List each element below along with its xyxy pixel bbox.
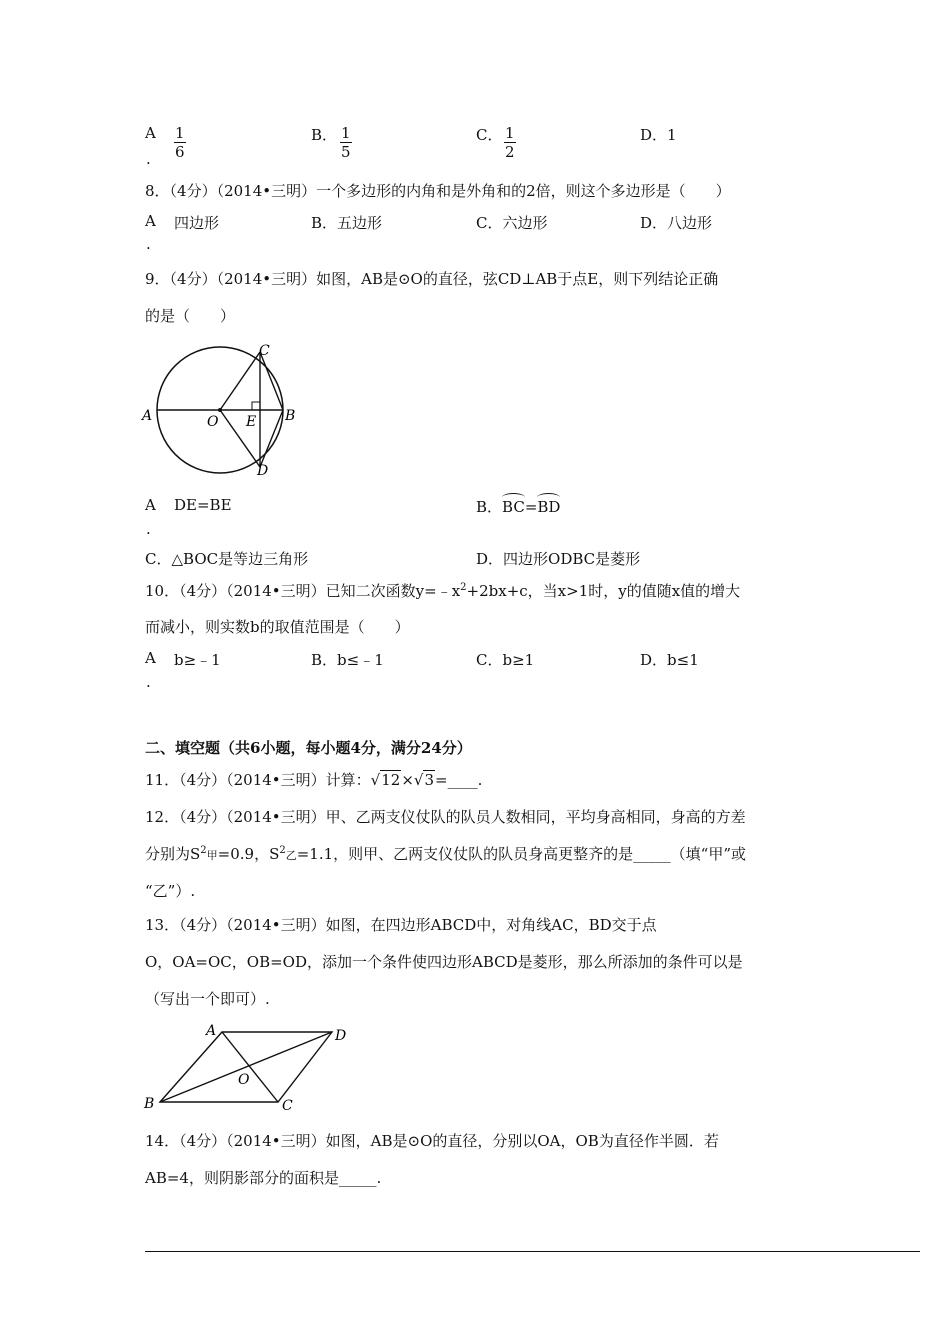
q7-option-b-fraction (340, 124, 352, 161)
q9-option-b (476, 496, 560, 517)
q7-option-a-fraction (174, 124, 186, 161)
q10-option-a-dot: . (146, 673, 151, 691)
q8-option-d: D．八边形 (640, 214, 713, 232)
q12-line-2a: 分别为S (145, 845, 201, 863)
q8-option-a-dot: . (146, 235, 151, 253)
label-b: B (285, 408, 296, 424)
q10-stem-line-2: 而减小，则实数b的取值范围是（ ） (145, 618, 410, 636)
q7-option-b-numerator: 1 (341, 124, 351, 142)
label-b: B (144, 1096, 155, 1112)
label-c: C (259, 343, 270, 359)
q14-line-2: AB=4，则阴影部分的面积是_____. (145, 1169, 382, 1187)
q7-option-c-numerator: 1 (505, 124, 515, 142)
q12-line-1: 12．（4分）（2014•三明）甲、乙两支仪仗队的队员人数相同，平均身高相同，身高的方差 (145, 808, 746, 826)
q8-stem: 8．（4分）（2014•三明）一个多边形的内角和是外角和的2倍，则这个多边形是（ ） (145, 182, 731, 200)
section-2-heading: 二、填空题（共6小题，每小题4分，满分24分） (145, 739, 472, 757)
q9-option-b-label: B． (476, 498, 503, 516)
q12-line-3: “乙”）. (145, 882, 196, 900)
q12-sup-2: 2 (279, 845, 286, 856)
q11-prefix: 11．（4分）（2014•三明）计算： (145, 771, 371, 789)
q13-line-2: O，OA=OC，OB=OD，添加一个条件使四边形ABCD是菱形，那么所添加的条件可以是 (145, 953, 743, 971)
q8-option-a-label: A (145, 212, 156, 230)
q9-stem-line-1: 9．（4分）（2014•三明）如图，AB是⊙O的直径，弦CD⊥AB于点E，则下列结论正确 (145, 270, 719, 288)
q7-option-a-denominator: 6 (175, 143, 185, 161)
diagonal-bd (160, 1032, 332, 1102)
q7-option-b-denominator: 5 (341, 143, 351, 161)
segment-oc (220, 352, 260, 410)
label-c: C (282, 1098, 293, 1114)
q9-option-a-text: DE=BE (174, 496, 232, 514)
q9-circle-figure (140, 340, 310, 480)
segment-db (260, 410, 283, 467)
footer-rule (145, 1251, 920, 1252)
q12-sub-yi: 乙 (285, 849, 297, 862)
q12-sub-jia: 甲 (206, 849, 218, 862)
q12-line-2c: =1.1，则甲、乙两支仪仗队的队员身高更整齐的是_____（填“甲”或 (296, 845, 746, 863)
right-angle-mark (252, 402, 260, 410)
q8-option-b: B．五边形 (311, 214, 383, 232)
q10-option-b: B．b≤﹣1 (311, 651, 384, 669)
q12-sup-1: 2 (200, 845, 207, 856)
sqrt-3-radicand: 3 (424, 771, 434, 789)
label-a: A (206, 1023, 217, 1039)
label-a: A (142, 408, 153, 424)
center-point-o (218, 408, 222, 412)
q10-option-a-label: A (145, 649, 156, 667)
label-e: E (246, 414, 257, 430)
q8-option-c: C．六边形 (476, 214, 548, 232)
q13-line-3: （写出一个即可）. (145, 990, 270, 1008)
q9-option-b-equals: = (524, 498, 538, 516)
q9-option-a-label: A (145, 496, 156, 514)
q7-option-a-numerator: 1 (175, 124, 185, 142)
q14-line-1: 14．（4分）（2014•三明）如图，AB是⊙O的直径，分别以OA，OB为直径作半圆．若 (145, 1132, 719, 1150)
q7-option-a-label: A (145, 124, 156, 142)
arc-bc: BC (502, 498, 525, 516)
q8-option-a-text: 四边形 (174, 214, 220, 232)
q7-option-c-fraction (504, 124, 516, 161)
label-o: O (238, 1072, 250, 1088)
q11-times: × (401, 771, 414, 789)
q9-option-c: C．△BOC是等边三角形 (145, 550, 309, 568)
q7-option-c-label: C． (476, 126, 503, 144)
q12-line-2 (145, 843, 746, 864)
q10-option-c: C．b≥1 (476, 651, 535, 669)
label-d: D (257, 463, 269, 479)
sqrt-12-radicand: 12 (381, 771, 401, 789)
diagonal-ac (222, 1032, 278, 1102)
q7-option-b-label: B． (311, 126, 338, 144)
q10-stem-1a: 10．（4分）（2014•三明）已知二次函数y=﹣x (145, 582, 461, 600)
q10-option-a-text: b≥﹣1 (174, 651, 221, 669)
q13-line-1: 13．（4分）（2014•三明）如图，在四边形ABCD中，对角线AC，BD交于点 (145, 916, 657, 934)
q10-option-d: D．b≤1 (640, 651, 699, 669)
label-d: D (335, 1028, 347, 1044)
sqrt-12: √12 (370, 771, 401, 789)
q12-line-2b: =0.9，S (217, 845, 280, 863)
q7-option-d-value: 1 (667, 126, 677, 144)
q7-option-d-label: D． (640, 126, 668, 144)
q13-parallelogram-figure (140, 1018, 360, 1118)
q9-stem-line-2: 的是（ ） (145, 307, 236, 325)
arc-bd: BD (537, 498, 561, 516)
q7-option-a-dot: . (146, 150, 151, 168)
q11-line (145, 769, 482, 790)
q9-option-d: D．四边形ODBC是菱形 (476, 550, 641, 568)
segment-cb (260, 352, 283, 410)
q7-option-c-denominator: 2 (505, 143, 515, 161)
sqrt-3: √3 (413, 771, 434, 789)
q11-suffix: =____. (435, 771, 483, 789)
label-o: O (207, 414, 219, 430)
q9-option-a-dot: . (146, 520, 151, 538)
q10-stem-1b: +2bx+c，当x>1时，y的值随x值的增大 (466, 582, 741, 600)
q10-stem-line-1 (145, 580, 740, 601)
q10-exponent: 2 (460, 582, 467, 593)
q7-option-d (640, 124, 677, 145)
